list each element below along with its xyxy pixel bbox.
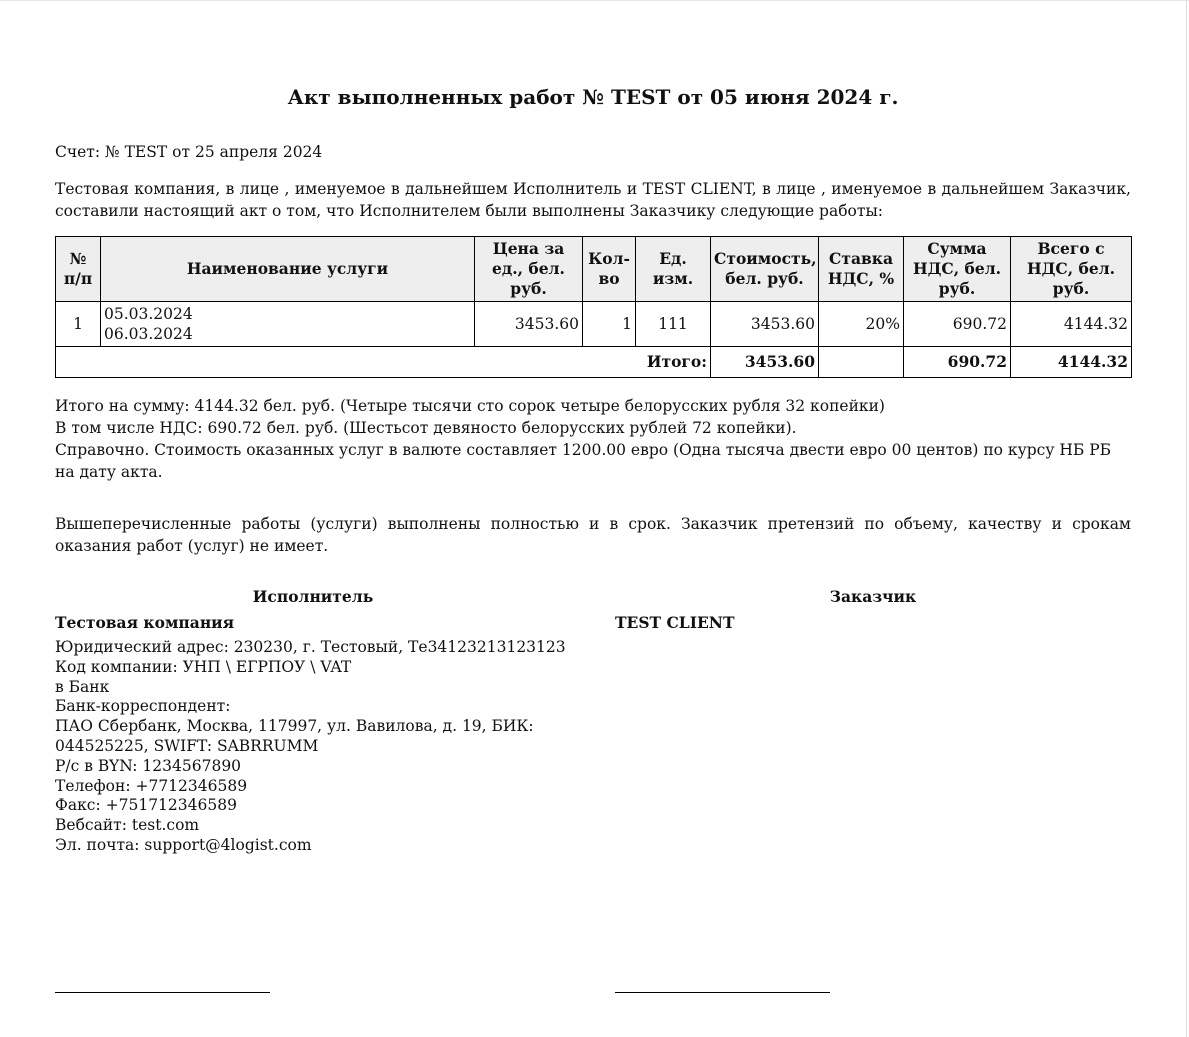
executor-legal-address: Юридический адрес: 230230, г. Тестовый, Те34123213123123 (55, 638, 566, 656)
sums-block (55, 395, 1131, 483)
header-vat-sum: Сумма НДС, бел. руб. (904, 237, 1011, 302)
executor-column (55, 584, 575, 856)
completion-statement: Вышеперечисленные работы (услуги) выполнены полностью и в срок. Заказчик претензий по объему, качеству и срокам оказания работ (услуг) не имеет. (55, 515, 1131, 555)
parties-block (55, 584, 1131, 884)
executor-account: Р/с в BYN: 1234567890 (55, 756, 242, 775)
customer-name: TEST CLIENT (615, 613, 735, 632)
vat-in-words: В том числе НДС: 690.72 бел. руб. (Шестьсот девяносто белорусских рублей 72 копейки). (55, 419, 797, 437)
executor-details (55, 638, 575, 856)
currency-reference: Справочно. Стоимость оказанных услуг в валюте составляет 1200.00 евро (Одна тысяча двести евро 00 центов) по курсу НБ РБ на дату акта. (55, 441, 1112, 481)
cell-total: 4144.32 (1011, 302, 1132, 347)
header-qty: Кол-во (583, 237, 636, 302)
services-table (55, 236, 1132, 378)
cell-vat-rate: 20% (819, 302, 904, 347)
document-title: Акт выполненных работ № TEST от 05 июня 2024 г. (287, 85, 899, 109)
cell-unit: 111 (636, 302, 711, 347)
executor-phone: Телефон: +7712346589 (55, 776, 248, 795)
intro-paragraph: Тестовая компания, в лице , именуемое в дальнейшем Исполнитель и TEST CLIENT, в лице , именуемое в дальнейшем Заказчик, составили настоящий акт о том, что Исполнителем были выполнены Заказчику следующие работы: (55, 180, 1131, 220)
table-header-row (56, 237, 1132, 302)
document-content (55, 82, 1131, 884)
executor-signature-line (55, 992, 270, 993)
header-num: № п/п (56, 237, 101, 302)
cell-name-line1: 05.03.2024 (104, 305, 193, 323)
cell-name (101, 302, 475, 347)
header-unit: Ед. изм. (636, 237, 711, 302)
customer-column (615, 584, 1135, 636)
executor-company-code: Код компании: УНП \ ЕГРПОУ \ VAT (55, 657, 352, 676)
totals-cost: 3453.60 (711, 347, 819, 378)
table-row (56, 302, 1132, 347)
header-vat-rate: Ставка НДС, % (819, 237, 904, 302)
totals-total: 4144.32 (1011, 347, 1132, 378)
executor-website: Вебсайт: test.com (55, 816, 200, 835)
executor-name: Тестовая компания (55, 613, 235, 632)
totals-vat-rate (819, 347, 904, 378)
executor-bank: в Банк (55, 677, 110, 696)
customer-role: Заказчик (829, 587, 917, 606)
executor-correspondent-bank: ПАО Сбербанк, Москва, 117997, ул. Вавилова, д. 19, БИК: (55, 717, 534, 736)
totals-row (56, 347, 1132, 378)
cell-name-line2: 06.03.2024 (104, 325, 193, 343)
header-total: Всего с НДС, бел. руб. (1011, 237, 1132, 302)
executor-fax: Факс: +751712346589 (55, 796, 237, 815)
header-cost: Стоимость, бел. руб. (711, 237, 819, 302)
totals-label: Итого: (56, 347, 711, 378)
executor-email: Эл. почта: support@4logist.com (55, 835, 312, 854)
cell-num: 1 (56, 302, 101, 347)
header-price: Цена за ед., бел. руб. (475, 237, 583, 302)
header-name: Наименование услуги (101, 237, 475, 302)
cell-price: 3453.60 (475, 302, 583, 347)
top-border (0, 0, 1189, 1)
executor-bik-swift: 044525225, SWIFT: SABRRUMM (55, 736, 319, 755)
invoice-reference: Счет: № TEST от 25 апреля 2024 (55, 143, 323, 161)
total-in-words: Итого на сумму: 4144.32 бел. руб. (Четыре тысячи сто сорок четыре белорусских рубля 32 копейки) (55, 397, 885, 415)
customer-signature-line (615, 992, 830, 993)
totals-vat-sum: 690.72 (904, 347, 1011, 378)
cell-cost: 3453.60 (711, 302, 819, 347)
executor-role: Исполнитель (252, 587, 374, 606)
cell-vat-sum: 690.72 (904, 302, 1011, 347)
cell-qty: 1 (583, 302, 636, 347)
executor-correspondent-label: Банк-корреспондент: (55, 697, 231, 716)
